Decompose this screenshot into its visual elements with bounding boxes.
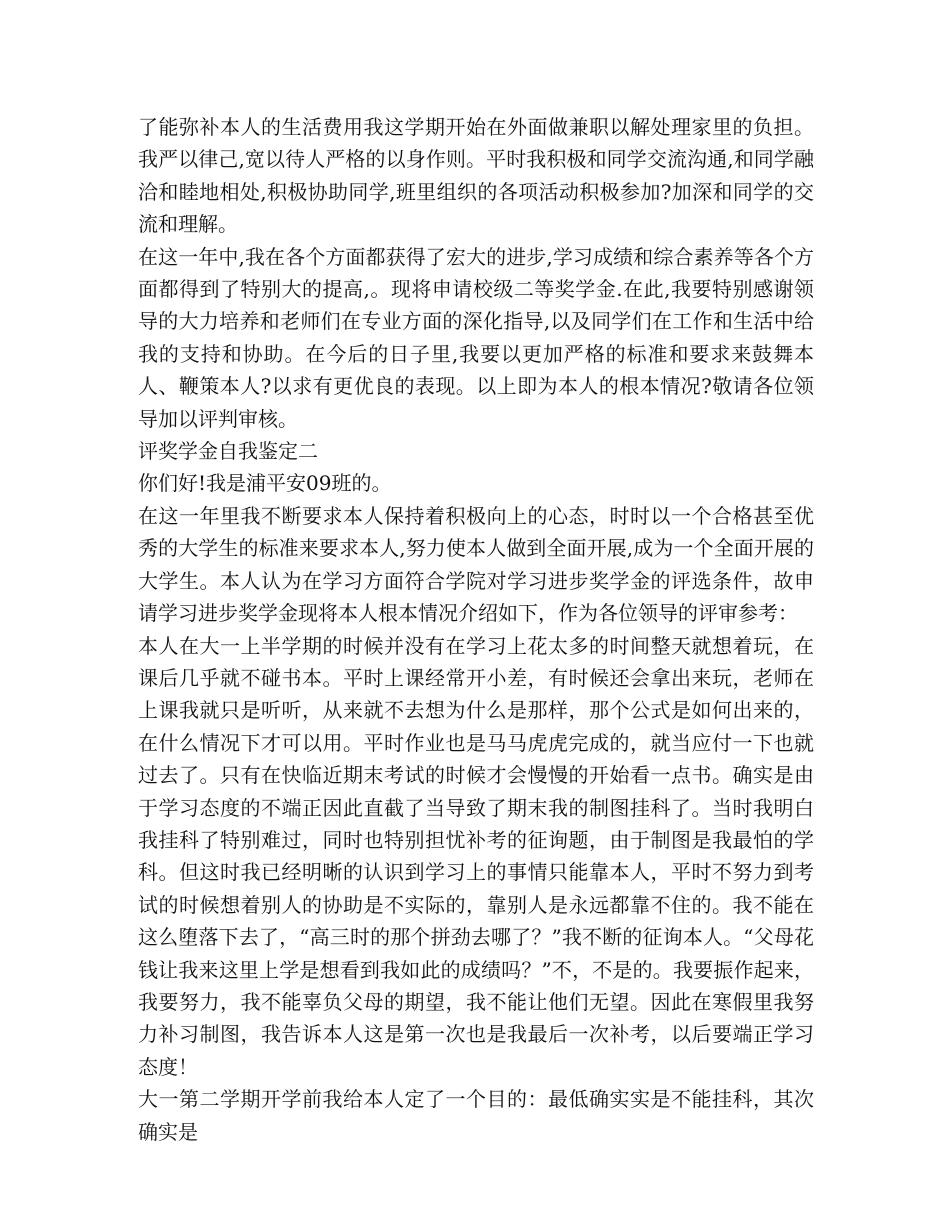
section-heading: 评奖学金自我鉴定二: [138, 439, 318, 464]
paragraph-4: 本人在大一上半学期的时候并没有在学习上花太多的时间整天就想着玩，在课后几乎就不碰书本。平时上课经常开小差，有时候还会拿出来玩，老师在上课我就只是听听，从来就不去想为什么是那样，那个公式是如何出来的，在什么情况下才可以用。平时作业也是马马虎虎完成的，就当应付一下也就过去了。只有在快临近期末考试的时候才会慢慢的开始看一点书。确实是由于学习态度的不端正因此直截了当导致了期末我的制图挂科了。当时我明白我挂科了特别难过，同时也特别担忧补考的征询题，由于制图是我最怕的学科。但这时我已经明晰的认识到学习上的事情只能靠本人，平时不努力到考试的时候想着别人的协助是不实际的，靠别人是永远都靠不住的。我不能在这么堕落下去了，“高三时的那个拼劲去哪了？”我不断的征询本人。“父母花钱让我来这里上学是想看到我如此的成绩吗？”不，不是的。我要振作起来，我要努力，我不能辜负父母的期望，我不能让他们无望。因此在寒假里我努力补习制图，我告诉本人这是第一次也是我最后一次补考，以后要端正学习态度！: [138, 633, 814, 1079]
paragraph-2: 在这一年中,我在各个方面都获得了宏大的进步,学习成绩和综合素养等各个方面都得到了特别大的提高,。现将申请校级二等奖学金.在此,我要特别感谢领导的大力培养和老师们在专业方面的深化指导,以及同学们在工作和生活中给我的支持和协助。在今后的日子里,我要以更加严格的标准和要求来鼓舞本人、鞭策本人?以求有更优良的表现。以上即为本人的根本情况?敬请各位领导加以评判审核。: [138, 244, 814, 431]
paragraph-1: 了能弥补本人的生活费用我这学期开始在外面做兼职以解处理家里的负担。我严以律己,宽以待人严格的以身作则。平时我积极和同学交流沟通,和同学融洽和睦地相处,积极协助同学,班里组织的各项活动积极参加?加深和同学的交流和理解。: [138, 115, 814, 237]
greeting-line: 你们好!我是浦平安09班的。: [138, 471, 392, 496]
paragraph-3: 在这一年里我不断要求本人保持着积极向上的心态，时时以一个合格甚至优秀的大学生的标准来要求本人,努力使本人做到全面开展,成为一个全面开展的大学生。本人认为在学习方面符合学院对学习进步奖学金的评选条件，故申请学习进步奖学金现将本人根本情况介绍如下，作为各位领导的评审参考：: [138, 503, 814, 626]
paragraph-5: 大一第二学期开学前我给本人定了一个目的：最低确实实是不能挂科，其次确实是: [138, 1087, 814, 1144]
document-body: [138, 111, 814, 1148]
